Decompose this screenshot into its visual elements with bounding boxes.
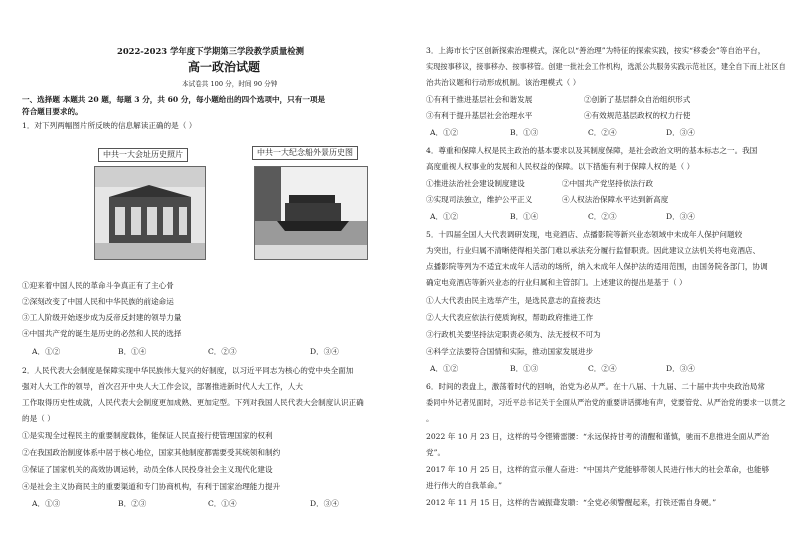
photo1-image bbox=[94, 166, 206, 260]
q3-option-4: ④有效规范基层政权的权力行使 bbox=[584, 111, 691, 120]
q5-stem-line4: 确定电竞酒店等新兴业态的行业归属和主管部门。上述建议的提出是基于（ ） bbox=[426, 278, 687, 287]
section1-heading-line2: 符合题目要求的。 bbox=[22, 107, 83, 116]
q4-option-2: ②中国共产党坚持依法行政 bbox=[562, 179, 654, 188]
q1-answer-b: B．①④ bbox=[118, 347, 147, 356]
q2-stem-line3: 工作取得历史性成就，人民代表大会制度更加成熟、更加定型。下列对我国人民代表大会制度认识正确 bbox=[22, 398, 364, 407]
q6-quote-3: 2012 年 11 月 15 日，这样的告诫振聋发聩：“全党必须警醒起来，打铁还需自身硬。” bbox=[426, 498, 717, 507]
q2-option-2: ②在我国政治制度体系中居于核心地位，国家其他制度都需要受其统领和制约 bbox=[22, 448, 281, 457]
q4-answer-b: B．①④ bbox=[510, 212, 539, 221]
q2-answer-d: D．③④ bbox=[310, 499, 339, 508]
q6-stem-line2: 委同中外记者见面时，习近平总书记关于全面从严治党的重要讲话掷地有声，党要管党、从严治党的要求一以贯之 bbox=[426, 398, 786, 407]
q5-answer-c: C．②④ bbox=[588, 364, 617, 373]
q3-answer-b: B．①③ bbox=[510, 128, 539, 137]
q4-answer-d: D．③④ bbox=[666, 212, 695, 221]
q1-option-2: ②深刻改变了中国人民和中华民族的前途命运 bbox=[22, 297, 174, 306]
q4-stem-line2: 高度重视人权事业的发展和人民权益的保障。以下措施有利于保障人权的是（ ） bbox=[426, 162, 695, 171]
q2-answer-c: C．①④ bbox=[208, 499, 237, 508]
exam-title: 2022-2023 学年度下学期第三学段教学质量检测 bbox=[117, 46, 305, 56]
q2-option-4: ④是社会主义协商民主的重要渠道和专门协商机构，有利于国家治理能力提升 bbox=[22, 482, 281, 491]
photo2-illustration bbox=[255, 167, 367, 259]
q4-stem-line1: 4．尊重和保障人权是民主政治的基本要求以及其制度保障，是社会政治文明的基本标志之一。我国 bbox=[426, 146, 758, 155]
q1-option-4: ④中国共产党的诞生是历史的必然和人民的选择 bbox=[22, 329, 182, 338]
q5-stem-line1: 5．十四届全国人大代表调研发现，电竞酒店、点播影院等新兴业态领域中未成年人保护问题较 bbox=[426, 230, 743, 239]
q3-stem-line1: 3．上海市长宁区创新探索治理模式，深化以“善治理”为特征的探索实践，按实“移委会”等自治平台， bbox=[426, 46, 766, 55]
q3-option-2: ②创新了基层群众自治组织形式 bbox=[584, 95, 691, 104]
q3-answer-d: D．③④ bbox=[666, 128, 695, 137]
q4-option-3: ③实现司法独立，维护公平正义 bbox=[426, 195, 533, 204]
q5-option-2: ②人大代表应依法行使质询权，帮助政府推进工作 bbox=[426, 313, 594, 322]
q5-option-4: ④科学立法要符合国情和实际，推动国家发展进步 bbox=[426, 347, 594, 356]
photo1-label: 中共一大会址历史照片 bbox=[98, 148, 188, 162]
q5-answer-a: A．①② bbox=[430, 364, 459, 373]
q5-answer-b: B．①③ bbox=[510, 364, 539, 373]
q6-stem-line3: 。 bbox=[426, 414, 434, 423]
q1-answer-c: C．②③ bbox=[208, 347, 237, 356]
q1-stem: 1．对下列两幅图片所反映的信息解读正确的是（ ） bbox=[22, 121, 197, 130]
q1-answer-d: D．③④ bbox=[310, 347, 339, 356]
q2-option-1: ①是实现全过程民主的重要制度载体，能保证人民直接行使管理国家的权利 bbox=[22, 431, 273, 440]
photo1-illustration bbox=[95, 167, 205, 259]
photo2-image bbox=[254, 166, 368, 260]
q2-option-3: ③保证了国家机关的高效协调运转，动员全体人民投身社会主义现代化建设 bbox=[22, 465, 273, 474]
q3-option-3: ③有利于提升基层社会治理水平 bbox=[426, 111, 533, 120]
exam-subtitle: 高一政治试题 bbox=[188, 60, 261, 74]
q1-option-3: ③工人阶级开始逐步成为反帝反封建的领导力量 bbox=[22, 313, 182, 322]
q5-option-3: ③行政机关要坚持法定职责必须为、法无授权不可为 bbox=[426, 330, 601, 339]
q4-option-1: ①推进法治社会建设制度建设 bbox=[426, 179, 525, 188]
q4-option-4: ④人权法治保障水平达到新高度 bbox=[562, 195, 669, 204]
q3-stem-line2: 实现按事移议，接事移办、按事移管。创建一批社会工作机构，选派公共服务实践示范社区，建全自下而上社区自 bbox=[426, 62, 786, 71]
right-column bbox=[414, 0, 786, 550]
q4-answer-c: C．②③ bbox=[588, 212, 617, 221]
q2-stem-line2: 强对人大工作的领导，首次召开中央人大工作会议，部署推进新时代人大工作，人大 bbox=[22, 382, 303, 391]
q1-option-1: ①迎来着中国人民的革命斗争真正有了主心骨 bbox=[22, 281, 174, 290]
exam-info: 本试卷共 100 分，时间 90 分钟 bbox=[182, 80, 278, 88]
q3-stem-line3: 治共治议题和行动形成机制。该治理模式（ ） bbox=[426, 78, 581, 87]
q6-quote-2b: 进行伟大的自我革命。” bbox=[426, 481, 503, 490]
q2-stem-line1: 2．人民代表大会制度是保障实现中华民族伟大复兴的好制度，以习近平同志为核心的党中央全面加 bbox=[22, 366, 354, 375]
q3-answer-c: C．②④ bbox=[588, 128, 617, 137]
q2-stem-line4: 的是（ ） bbox=[22, 414, 55, 423]
section1-heading-line1: 一、选择题 本题共 20 题，每题 3 分，共 60 分，每小题给出的四个选项中，只有一项是 bbox=[22, 95, 326, 104]
q5-option-1: ①人大代表由民主选举产生，是选民意志的直接表达 bbox=[426, 296, 601, 305]
q5-stem-line2: 为突出，行业归属不清晰使得相关部门难以承法充分履行监督职责。因此建议立法机关将电竞酒店、 bbox=[426, 246, 761, 255]
q1-answer-a: A．①② bbox=[32, 347, 61, 356]
q6-stem-line1: 6．时间的表盘上，激荡着时代的回响，治党为必从严。在十八届、十九届、二十届中共中央政治局常 bbox=[426, 382, 765, 391]
q2-answer-a: A．①③ bbox=[32, 499, 61, 508]
q4-answer-a: A．①② bbox=[430, 212, 459, 221]
q5-stem-line3: 点播影院等列为不适宜未成年人活动的场所，纳入未成年人保护法的适用范围，由国务院各部门，协调 bbox=[426, 262, 768, 271]
q6-quote-2a: 2017 年 10 月 25 日，这样的宣示催人奋进：“中国共产党能够带领人民进行伟大的社会革命，也能够 bbox=[426, 465, 770, 474]
left-column bbox=[22, 0, 394, 550]
photo2-label: 中共一大纪念船外景历史图 bbox=[252, 146, 358, 160]
q3-option-1: ①有利于推进基层社会和谐发展 bbox=[426, 95, 533, 104]
q3-answer-a: A．①② bbox=[430, 128, 459, 137]
q2-answer-b: B．②③ bbox=[118, 499, 147, 508]
q6-quote-1b: 党”。 bbox=[426, 448, 446, 457]
q6-quote-1a: 2022 年 10 月 23 日，这样的号令铿锵雷腰：“永远保持甘考的清醒和谨慎，驰而不息推进全面从严治 bbox=[426, 432, 770, 441]
q5-answer-d: D．③④ bbox=[666, 364, 695, 373]
